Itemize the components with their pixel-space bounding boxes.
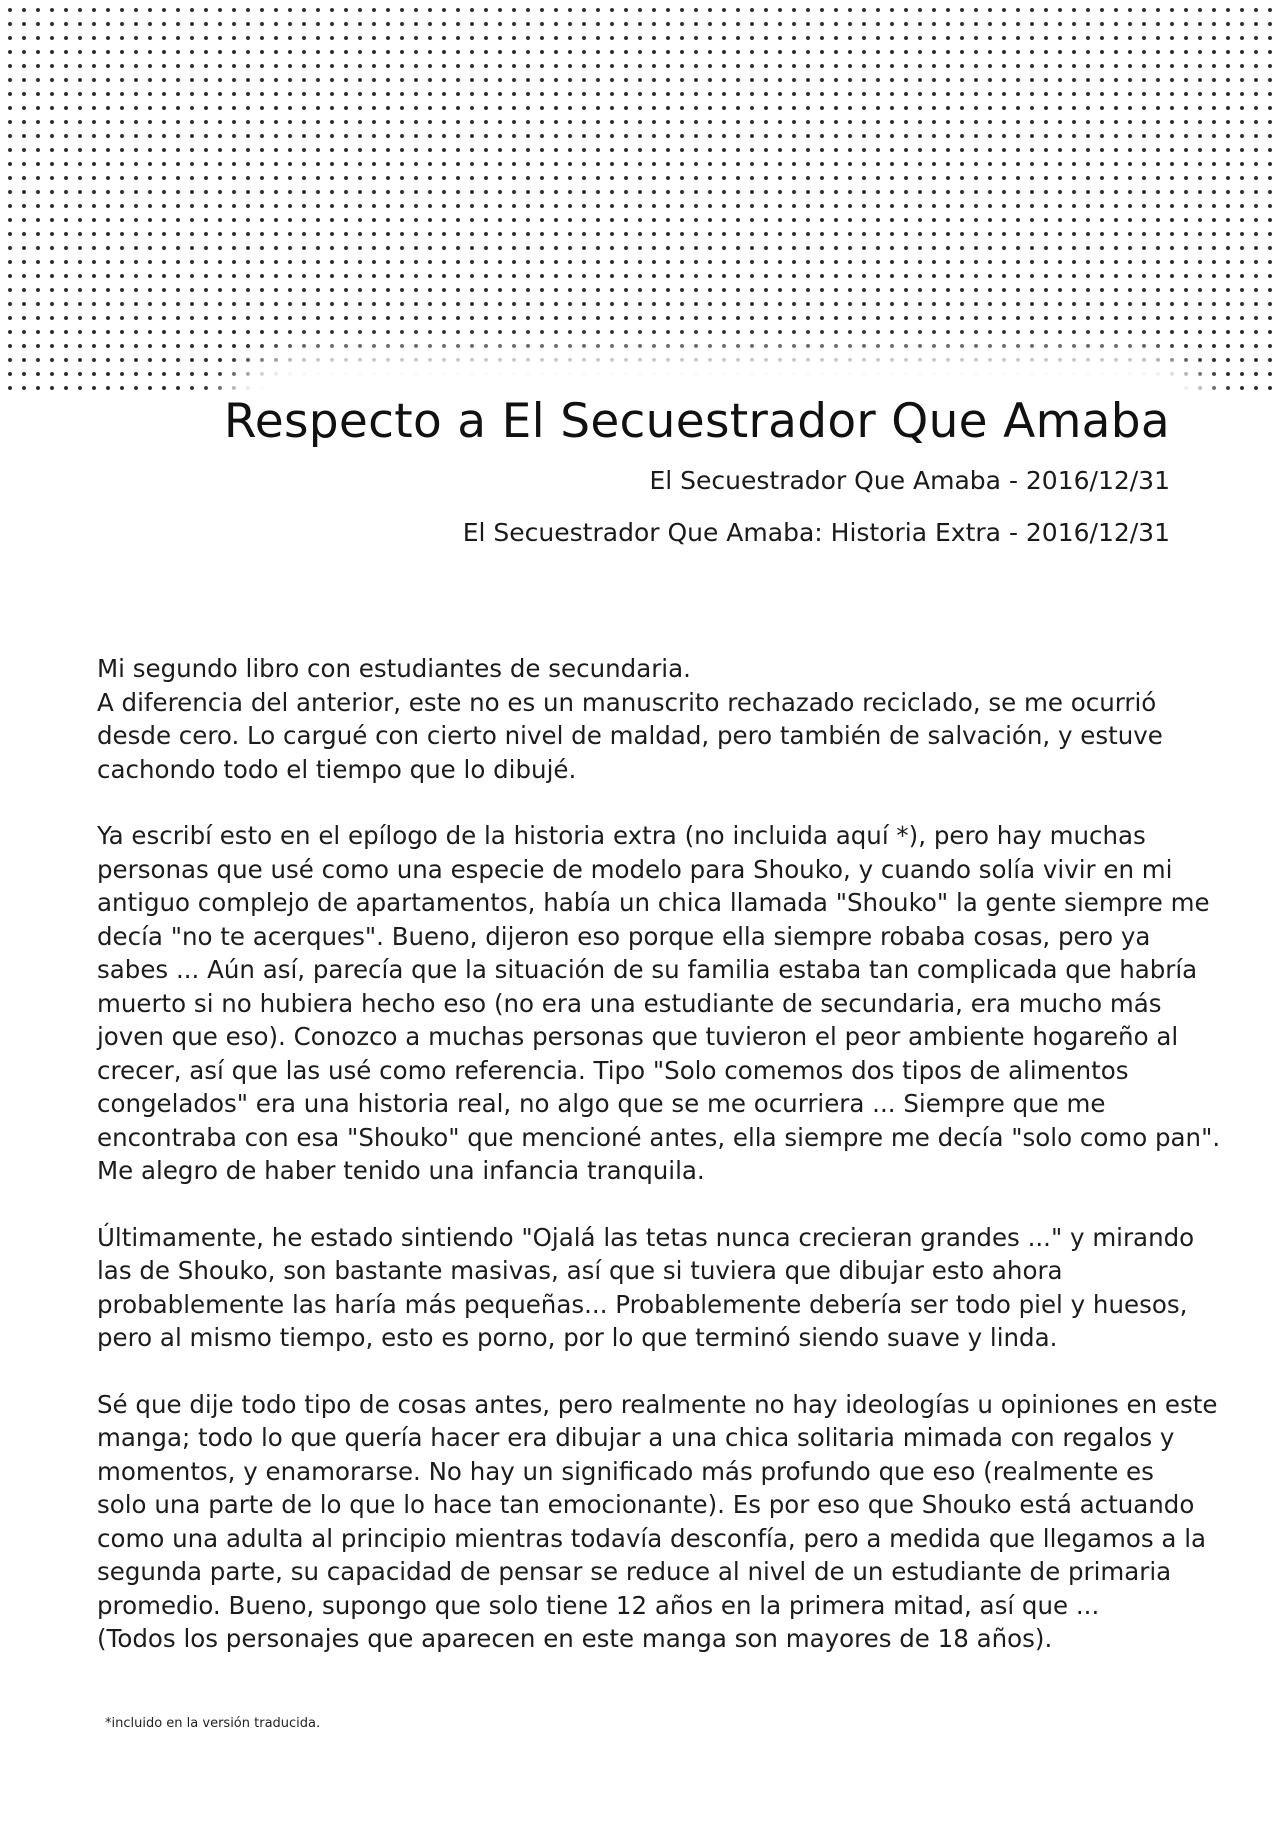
paragraph-1: Mi segundo libro con estudiantes de secundaria. A diferencia del anterior, este no es un manuscrito rechazado reciclado, se me ocurrió desde cero. Lo cargué con cierto nivel de maldad, pero también de salvación, y estuve cachondo todo el tiempo que lo dibujé. — [97, 654, 1163, 784]
paragraph-2: Ya escribí esto en el epílogo de la historia extra (no incluida aquí *), pero hay muchas personas que usé como una especie de modelo para Shouko, y cuando solía vivir en mi antiguo complejo de apartamentos, había un chica llamada "Shouko" la gente siempre me decía "no te acerques". Bueno, dijeron eso porque ella siempre robaba cosas, pero ya sabes ... Aún así, parecía que la situación de su familia estaba tan complicada que habría muerto si no hubiera hecho eso (no era una estudiante de secundaria, era mucho más joven que eso). Conozco a muchas personas que tuvieron el peor ambiente hogareño al crecer, así que las usé como referencia. Tipo "Solo comemos dos tipos de alimentos congelados" era una historia real, no algo que se me ocurriera ... Siempre que me encontraba con esa "Shouko" que mencioné antes, ella siempre me decía "solo como pan". Me alegro de haber tenido una infancia tranquila. — [97, 821, 1221, 1185]
subtitle-extra-release: El Secuestrador Que Amaba: Historia Extra - 2016/12/31 — [462, 518, 1170, 547]
paragraph-4: Sé que dije todo tipo de cosas antes, pero realmente no hay ideologías u opiniones en este manga; todo lo que quería hacer era dibujar a una chica solitaria mimada con regalos y momentos, y enamorarse. No hay un significado más profundo que eso (realmente es solo una parte de lo que lo hace tan emocionante). Es por eso que Shouko está actuando como una adulta al principio mientras todavía desconfía, pero a medida que llegamos a la segunda parte, su capacidad de pensar se reduce al nivel de un estudiante de primaria promedio. Bueno, supongo que solo tiene 12 años en la primera mitad, así que ... (Todos los personajes que aparecen en este manga son mayores de 18 años). — [97, 1389, 1218, 1653]
dot-pattern-header-band — [0, 0, 1280, 392]
paragraph-3: Últimamente, he estado sintiendo "Ojalá las tetas nunca crecieran grandes ..." y mirando las de Shouko, son bastante masivas, así que si tuviera que dibujar esto ahora probablemente las haría más pequeñas... Probablemente debería ser todo piel y huesos, pero al mismo tiempo, esto es porno, por lo que terminó siendo suave y linda. — [97, 1222, 1195, 1352]
subtitle-main-release: El Secuestrador Que Amaba - 2016/12/31 — [649, 466, 1170, 495]
translation-footnote: *incluido en la versión traducida. — [105, 1716, 321, 1731]
page-header — [224, 392, 1170, 548]
afterword-body — [97, 652, 1237, 1689]
page-title: Respecto a El Secuestrador Que Amaba — [223, 394, 1170, 449]
